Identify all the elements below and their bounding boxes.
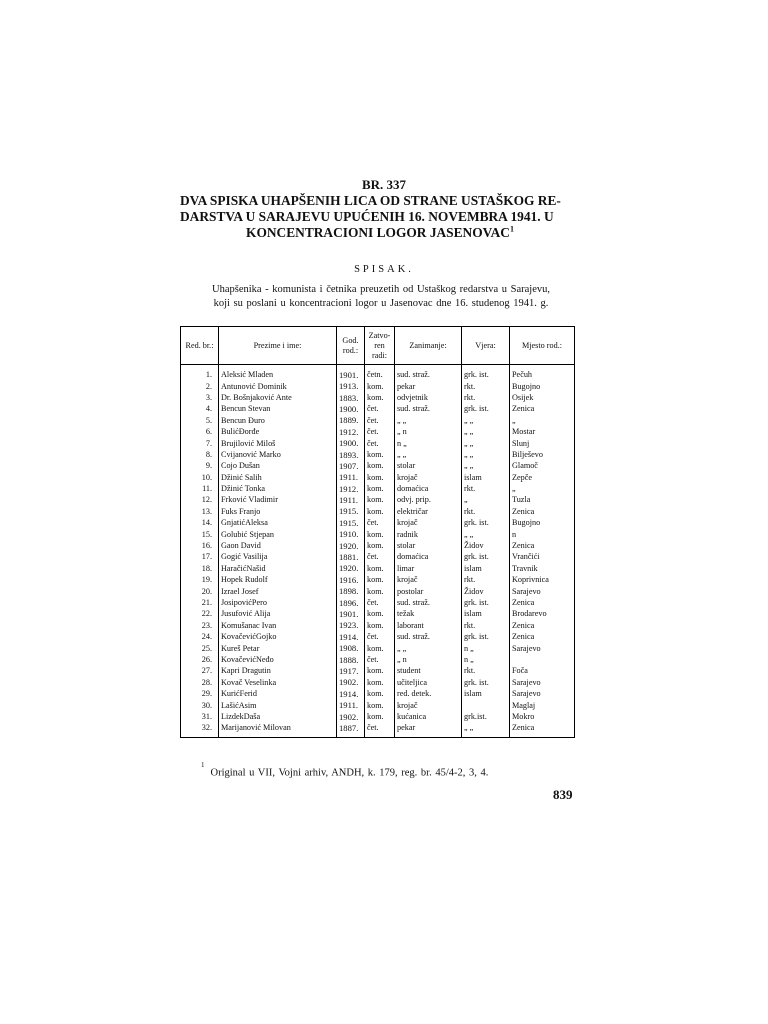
person-name-cell: Brujilović Miloš (219, 436, 337, 447)
table-row (181, 607, 575, 618)
row-number-cell: 23. (181, 619, 219, 630)
religion-cell: grk. ist. (462, 630, 510, 641)
imprisonment-reason-cell: čet. (365, 516, 395, 527)
list-heading: SPISAK. (354, 264, 414, 275)
birthplace-cell: „ (510, 414, 575, 425)
table-row (181, 653, 575, 664)
birth-year-cell: 1910. (337, 527, 365, 538)
person-name-cell: Jusufović Alija (219, 607, 337, 618)
imprisonment-reason-cell: kom. (365, 641, 395, 652)
person-name-cell: JosipovićPero (219, 596, 337, 607)
birthplace-cell: Mostar (510, 425, 575, 436)
imprisonment-reason-cell: kom. (365, 698, 395, 709)
occupation-cell: sud. straž. (395, 596, 462, 607)
header-year: God. rod.: (337, 327, 365, 365)
person-name-cell: Džinić Salih (219, 471, 337, 482)
birthplace-cell: Osijek (510, 391, 575, 402)
religion-cell: islam (462, 687, 510, 698)
row-number-cell: 22. (181, 607, 219, 618)
occupation-cell: domaćica (395, 482, 462, 493)
birthplace-cell: Zenica (510, 539, 575, 550)
birthplace-cell: Foča (510, 664, 575, 675)
birth-year-cell: 1881. (337, 550, 365, 561)
intro-text (180, 283, 582, 311)
imprisonment-reason-cell: kom. (365, 607, 395, 618)
imprisonment-reason-cell: kom. (365, 505, 395, 516)
occupation-cell: krojač (395, 573, 462, 584)
table-header-row (181, 327, 575, 365)
person-name-cell: KovačevićGojko (219, 630, 337, 641)
person-name-cell: Golubić Stjepan (219, 527, 337, 538)
person-name-cell: Dr. Bošnjaković Ante (219, 391, 337, 402)
religion-cell: n „ (462, 653, 510, 664)
row-number-cell: 32. (181, 721, 219, 737)
religion-cell: Židov (462, 539, 510, 550)
row-number-cell: 31. (181, 710, 219, 721)
person-name-cell: Hopek Rudolf (219, 573, 337, 584)
religion-cell: „ „ (462, 414, 510, 425)
row-number-cell: 19. (181, 573, 219, 584)
religion-cell: islam (462, 471, 510, 482)
person-name-cell: Antunović Dominik (219, 379, 337, 390)
birth-year-cell: 1920. (337, 562, 365, 573)
row-number-cell: 12. (181, 493, 219, 504)
birth-year-cell: 1914. (337, 687, 365, 698)
row-number-cell: 14. (181, 516, 219, 527)
occupation-cell: električar (395, 505, 462, 516)
row-number-cell: 21. (181, 596, 219, 607)
birthplace-cell: „ (510, 482, 575, 493)
title-line-3-text: KONCENTRACIONI LOGOR JASENOVAC (246, 225, 510, 240)
birth-year-cell: 1902. (337, 676, 365, 687)
religion-cell: grk. ist. (462, 516, 510, 527)
row-number-cell: 30. (181, 698, 219, 709)
imprisonment-reason-cell: kom. (365, 664, 395, 675)
imprisonment-reason-cell: čet. (365, 721, 395, 737)
footnote-text: Original u VII, Vojni arhiv, ANDH, k. 179, reg. br. 45/4-2, 3, 4. (210, 767, 489, 779)
imprisonment-reason-cell: kom. (365, 584, 395, 595)
row-number-cell: 7. (181, 436, 219, 447)
occupation-cell: red. detek. (395, 687, 462, 698)
birth-year-cell: 1900. (337, 436, 365, 447)
birth-year-cell: 1887. (337, 721, 365, 737)
birthplace-cell: Zenica (510, 402, 575, 413)
table-row (181, 448, 575, 459)
imprisonment-reason-cell: kom. (365, 493, 395, 504)
religion-cell: rkt. (462, 573, 510, 584)
occupation-cell: kućanica (395, 710, 462, 721)
table-row (181, 391, 575, 402)
birth-year-cell: 1911. (337, 471, 365, 482)
row-number-cell: 3. (181, 391, 219, 402)
birthplace-cell: Zenica (510, 619, 575, 630)
person-name-cell: Bencun Stevan (219, 402, 337, 413)
occupation-cell: radnik (395, 527, 462, 538)
imprisonment-reason-cell: čet. (365, 414, 395, 425)
header-status: Zatvo- ren radi: (365, 327, 395, 365)
birthplace-cell (510, 653, 575, 664)
person-name-cell: KovačevićNeđo (219, 653, 337, 664)
birth-year-cell: 1898. (337, 584, 365, 595)
imprisonment-reason-cell: kom. (365, 573, 395, 584)
birth-year-cell: 1907. (337, 459, 365, 470)
religion-cell: islam (462, 562, 510, 573)
imprisonment-reason-cell: čet. (365, 596, 395, 607)
table-row (181, 516, 575, 527)
birth-year-cell: 1900. (337, 402, 365, 413)
religion-cell: grk. ist. (462, 365, 510, 380)
row-number-cell: 29. (181, 687, 219, 698)
religion-cell: „ „ (462, 425, 510, 436)
table-row (181, 505, 575, 516)
intro-line-1: Uhapšenika - komunista i četnika preuzetih od Ustaškog redarstva u Sarajevu, (211, 284, 551, 295)
person-name-cell: Cojo Dušan (219, 459, 337, 470)
row-number-cell: 28. (181, 676, 219, 687)
religion-cell: „ „ (462, 436, 510, 447)
header-religion: Vjera: (462, 327, 510, 365)
occupation-cell: odvjetnik (395, 391, 462, 402)
imprisonment-reason-cell: kom. (365, 391, 395, 402)
birthplace-cell: Travnik (510, 562, 575, 573)
person-name-cell: Gaon David (219, 539, 337, 550)
occupation-cell: učiteljica (395, 676, 462, 687)
row-number-cell: 17. (181, 550, 219, 561)
document-number: BR. 337 (361, 177, 407, 192)
person-name-cell: Marijanović Milovan (219, 721, 337, 737)
table-row (181, 619, 575, 630)
religion-cell: rkt. (462, 379, 510, 390)
birth-year-cell: 1896. (337, 596, 365, 607)
birth-year-cell: 1915. (337, 516, 365, 527)
occupation-cell: laborant (395, 619, 462, 630)
religion-cell: rkt. (462, 391, 510, 402)
birth-year-cell: 1915. (337, 505, 365, 516)
occupation-cell: težak (395, 607, 462, 618)
religion-cell: grk. ist. (462, 550, 510, 561)
birth-year-cell: 1912. (337, 482, 365, 493)
imprisonment-reason-cell: četn. (365, 365, 395, 380)
religion-cell: „ „ (462, 527, 510, 538)
row-number-cell: 20. (181, 584, 219, 595)
religion-cell: islam (462, 607, 510, 618)
birthplace-cell: Slunj (510, 436, 575, 447)
occupation-cell: stolar (395, 459, 462, 470)
imprisonment-reason-cell: kom. (365, 687, 395, 698)
person-name-cell: Gogić Vasilija (219, 550, 337, 561)
occupation-cell: stolar (395, 539, 462, 550)
birthplace-cell: Sarajevo (510, 584, 575, 595)
prisoner-table (180, 326, 575, 738)
table-row (181, 436, 575, 447)
occupation-cell: krojač (395, 698, 462, 709)
row-number-cell: 25. (181, 641, 219, 652)
birth-year-cell: 1913. (337, 379, 365, 390)
imprisonment-reason-cell: kom. (365, 527, 395, 538)
birthplace-cell: n (510, 527, 575, 538)
person-name-cell: Komušanac Ivan (219, 619, 337, 630)
occupation-cell: „ n (395, 653, 462, 664)
birthplace-cell: Sarajevo (510, 641, 575, 652)
imprisonment-reason-cell: kom. (365, 448, 395, 459)
row-number-cell: 24. (181, 630, 219, 641)
table-row (181, 596, 575, 607)
table-row (181, 641, 575, 652)
person-name-cell: Džinić Tonka (219, 482, 337, 493)
table-row (181, 721, 575, 737)
birthplace-cell: Bilješevo (510, 448, 575, 459)
birthplace-cell: Zenica (510, 596, 575, 607)
birthplace-cell: Brodarevo (510, 607, 575, 618)
birth-year-cell: 1914. (337, 630, 365, 641)
religion-cell (462, 698, 510, 709)
religion-cell: rkt. (462, 664, 510, 675)
religion-cell: rkt. (462, 505, 510, 516)
person-name-cell: Fuks Franjo (219, 505, 337, 516)
birthplace-cell: Zepče (510, 471, 575, 482)
row-number-cell: 13. (181, 505, 219, 516)
document-title (180, 193, 580, 241)
table-row (181, 482, 575, 493)
birth-year-cell: 1901. (337, 607, 365, 618)
row-number-cell: 8. (181, 448, 219, 459)
birth-year-cell: 1888. (337, 653, 365, 664)
imprisonment-reason-cell: kom. (365, 539, 395, 550)
person-name-cell: HaračićNašid (219, 562, 337, 573)
birthplace-cell: Sarajevo (510, 687, 575, 698)
footnote (201, 761, 489, 779)
person-name-cell: Bencun Đuro (219, 414, 337, 425)
birthplace-cell: Sarajevo (510, 676, 575, 687)
person-name-cell: Izrael Josef (219, 584, 337, 595)
birthplace-cell: Bugojno (510, 379, 575, 390)
intro-line-2: koji su poslani u koncentracioni logor u Jasenovac dne 16. studenog 1941. g. (213, 298, 549, 309)
occupation-cell: n „ (395, 436, 462, 447)
table-row (181, 414, 575, 425)
table-row (181, 630, 575, 641)
imprisonment-reason-cell: kom. (365, 676, 395, 687)
birth-year-cell: 1917. (337, 664, 365, 675)
row-number-cell: 5. (181, 414, 219, 425)
table-row (181, 550, 575, 561)
row-number-cell: 2. (181, 379, 219, 390)
person-name-cell: Aleksić Mladen (219, 365, 337, 380)
birth-year-cell: 1911. (337, 698, 365, 709)
occupation-cell: sud. straž. (395, 630, 462, 641)
table-row (181, 425, 575, 436)
table-row (181, 365, 575, 380)
birthplace-cell: Pečuh (510, 365, 575, 380)
row-number-cell: 11. (181, 482, 219, 493)
religion-cell: „ „ (462, 721, 510, 737)
table-row (181, 471, 575, 482)
occupation-cell: „ „ (395, 448, 462, 459)
row-number-cell: 18. (181, 562, 219, 573)
table-row (181, 687, 575, 698)
occupation-cell: pekar (395, 379, 462, 390)
person-name-cell: LizdekDaša (219, 710, 337, 721)
birth-year-cell: 1916. (337, 573, 365, 584)
occupation-cell: limar (395, 562, 462, 573)
birth-year-cell: 1908. (337, 641, 365, 652)
person-name-cell: Cvijanović Marko (219, 448, 337, 459)
religion-cell: n „ (462, 641, 510, 652)
person-name-cell: Kovač Veselinka (219, 676, 337, 687)
religion-cell: grk. ist. (462, 402, 510, 413)
header-occupation: Zanimanje: (395, 327, 462, 365)
row-number-cell: 15. (181, 527, 219, 538)
table-row (181, 402, 575, 413)
person-name-cell: GnjatićAleksa (219, 516, 337, 527)
person-name-cell: BulićĐorđe (219, 425, 337, 436)
imprisonment-reason-cell: kom. (365, 471, 395, 482)
table-row (181, 539, 575, 550)
occupation-cell: „ n (395, 425, 462, 436)
occupation-cell: krojač (395, 516, 462, 527)
row-number-cell: 16. (181, 539, 219, 550)
imprisonment-reason-cell: čet. (365, 550, 395, 561)
person-name-cell: LašićAsim (219, 698, 337, 709)
title-line-2: DARSTVA U SARAJEVU UPUĆENIH 16. NOVEMBRA 1941. U (180, 209, 554, 224)
imprisonment-reason-cell: čet. (365, 402, 395, 413)
occupation-cell: sud. straž. (395, 365, 462, 380)
religion-cell: grk. ist. (462, 596, 510, 607)
occupation-cell: odvj. prip. (395, 493, 462, 504)
birth-year-cell: 1893. (337, 448, 365, 459)
person-name-cell: Kureš Petar (219, 641, 337, 652)
table-row (181, 493, 575, 504)
table-row (181, 459, 575, 470)
occupation-cell: student (395, 664, 462, 675)
table-row (181, 710, 575, 721)
row-number-cell: 26. (181, 653, 219, 664)
person-name-cell: Frković Vladimir (219, 493, 337, 504)
footnote-mark: 1 (201, 761, 205, 769)
religion-cell: „ „ (462, 459, 510, 470)
birth-year-cell: 1902. (337, 710, 365, 721)
occupation-cell: pekar (395, 721, 462, 737)
birthplace-cell: Koprivnica (510, 573, 575, 584)
occupation-cell: krojač (395, 471, 462, 482)
person-name-cell: KurićFerid (219, 687, 337, 698)
imprisonment-reason-cell: čet. (365, 630, 395, 641)
table-row (181, 573, 575, 584)
row-number-cell: 1. (181, 365, 219, 380)
imprisonment-reason-cell: kom. (365, 619, 395, 630)
religion-cell: „ (462, 493, 510, 504)
imprisonment-reason-cell: kom. (365, 459, 395, 470)
imprisonment-reason-cell: čet. (365, 436, 395, 447)
birth-year-cell: 1911. (337, 493, 365, 504)
religion-cell: grk. ist. (462, 676, 510, 687)
religion-cell: rkt. (462, 482, 510, 493)
page-number: 839 (553, 787, 573, 802)
occupation-cell: domaćica (395, 550, 462, 561)
table-row (181, 562, 575, 573)
table-row (181, 379, 575, 390)
birthplace-cell: Zenica (510, 721, 575, 737)
table-row (181, 527, 575, 538)
table-row (181, 664, 575, 675)
row-number-cell: 27. (181, 664, 219, 675)
imprisonment-reason-cell: čet. (365, 653, 395, 664)
header-name: Prezime i ime: (219, 327, 337, 365)
birth-year-cell: 1883. (337, 391, 365, 402)
imprisonment-reason-cell: kom. (365, 562, 395, 573)
imprisonment-reason-cell: kom. (365, 482, 395, 493)
birth-year-cell: 1889. (337, 414, 365, 425)
table-row (181, 584, 575, 595)
imprisonment-reason-cell: kom. (365, 710, 395, 721)
imprisonment-reason-cell: kom. (365, 379, 395, 390)
header-birthplace: Mjesto rod.: (510, 327, 575, 365)
birthplace-cell: Maglaj (510, 698, 575, 709)
birthplace-cell: Bugojno (510, 516, 575, 527)
birthplace-cell: Glamoč (510, 459, 575, 470)
title-footnote-mark: 1 (509, 224, 514, 234)
person-name-cell: Kapri Dragutin (219, 664, 337, 675)
birthplace-cell: Mokro (510, 710, 575, 721)
row-number-cell: 9. (181, 459, 219, 470)
title-line-3 (180, 225, 580, 241)
occupation-cell: sud. straž. (395, 402, 462, 413)
header-red-br: Red. br.: (181, 327, 219, 365)
occupation-cell: postolar (395, 584, 462, 595)
table-row (181, 676, 575, 687)
religion-cell: grk.ist. (462, 710, 510, 721)
religion-cell: rkt. (462, 619, 510, 630)
birthplace-cell: Zenica (510, 630, 575, 641)
table-row (181, 698, 575, 709)
row-number-cell: 10. (181, 471, 219, 482)
row-number-cell: 4. (181, 402, 219, 413)
occupation-cell: „ „ (395, 414, 462, 425)
row-number-cell: 6. (181, 425, 219, 436)
prisoner-table-container (180, 326, 575, 738)
birth-year-cell: 1901. (337, 365, 365, 380)
birth-year-cell: 1912. (337, 425, 365, 436)
birthplace-cell: Vrančići (510, 550, 575, 561)
birth-year-cell: 1920. (337, 539, 365, 550)
religion-cell: Židov (462, 584, 510, 595)
birthplace-cell: Tuzla (510, 493, 575, 504)
title-line-1: DVA SPISKA UHAPŠENIH LICA OD STRANE USTAŠKOG RE- (180, 193, 561, 208)
imprisonment-reason-cell: čet. (365, 425, 395, 436)
birthplace-cell: Zenica (510, 505, 575, 516)
birth-year-cell: 1923. (337, 619, 365, 630)
occupation-cell: „ „ (395, 641, 462, 652)
religion-cell: „ „ (462, 448, 510, 459)
